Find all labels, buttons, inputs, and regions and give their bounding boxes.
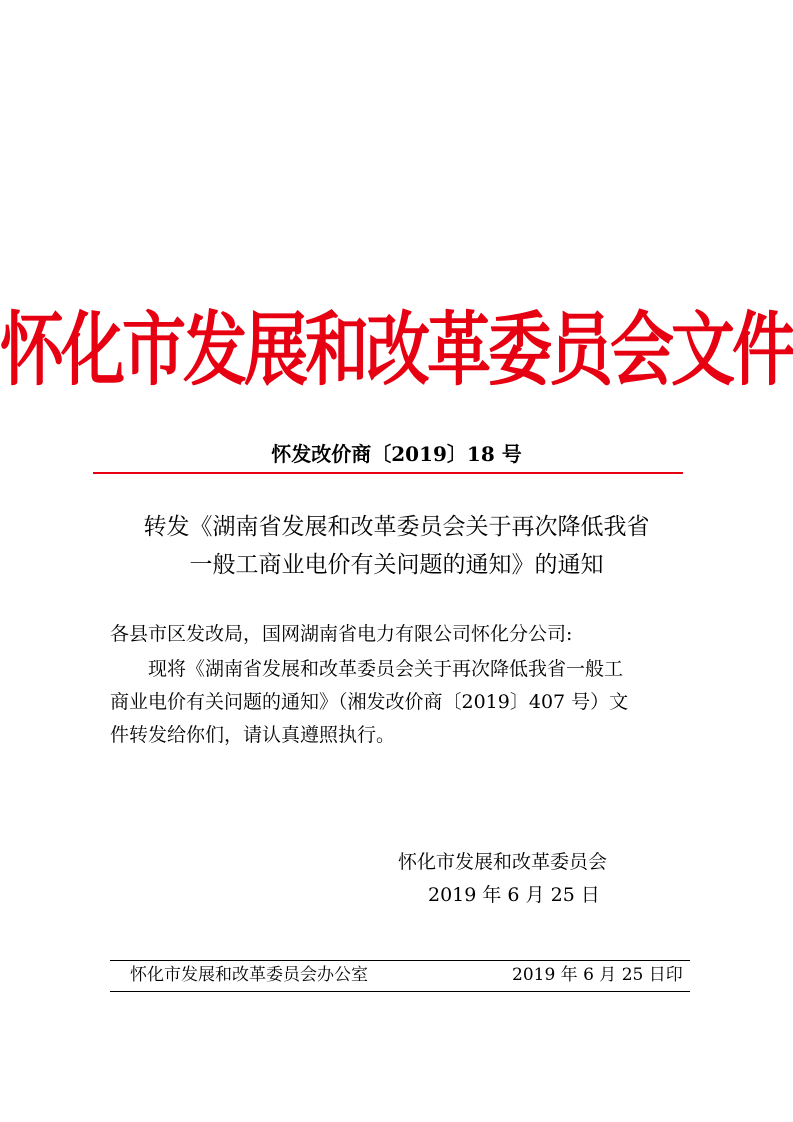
body-line-3: 件转发给你们，请认真遵照执行。 xyxy=(110,724,396,746)
signature-date: 2019 年 6 月 25 日 xyxy=(428,884,600,906)
document-title-line-1: 转发《湖南省发展和改革委员会关于再次降低我省 xyxy=(143,514,650,540)
body-line-1: 现将《湖南省发展和改革委员会关于再次降低我省一般工 xyxy=(148,658,624,680)
footer-bottom-rule xyxy=(110,991,690,992)
footer-issuer: 怀化市发展和改革委员会办公室 xyxy=(130,965,368,985)
salutation: 各县市区发改局，国网湖南省电力有限公司怀化分公司: xyxy=(110,623,573,645)
body-line-2: 商业电价有关问题的通知》（湘发改价商〔2019〕407 号）文 xyxy=(110,691,629,713)
footer-print-date: 2019 年 6 月 25 日印 xyxy=(512,965,683,985)
red-separator-line xyxy=(93,472,683,474)
document-title-line-2: 一般工商业电价有关问题的通知》的通知 xyxy=(189,552,604,578)
document-number: 怀发改价商〔2019〕18 号 xyxy=(271,442,522,466)
signature-organization: 怀化市发展和改革委员会 xyxy=(398,851,608,873)
document-masthead: 怀化市发展和改革委员会文件 xyxy=(0,305,793,398)
